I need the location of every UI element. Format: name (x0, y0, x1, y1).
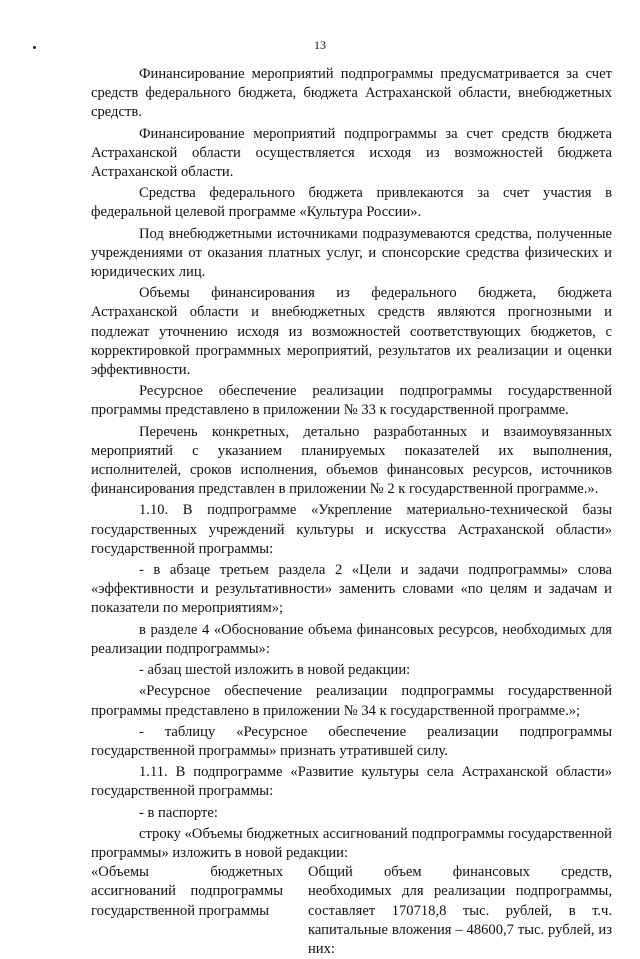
paragraph: строку «Объемы бюджетных ассигнований подпрограммы государственной программы» изложить в новой редакции: (91, 825, 612, 861)
paragraph: Средства федерального бюджета привлекаются за счет участия в федеральной целевой программе «Культура России». (91, 185, 612, 221)
paragraph: - в паспорте: (139, 804, 218, 821)
paragraph: 1.10. В подпрограмме «Укрепление материально-технической базы государственных учреждений культуры и искусства Астраханской области» государственной программы: (91, 502, 612, 557)
paragraph: 1.11. В подпрограмме «Развитие культуры села Астраханской области» государственной программы: (91, 764, 612, 800)
paragraph: - абзац шестой изложить в новой редакции: (139, 662, 411, 679)
paragraph: Под внебюджетными источниками подразумеваются средства, полученные учреждениями от оказания платных услуг, и спонсорские средства физических и юридических лиц. (91, 225, 612, 281)
paragraph: - таблицу «Ресурсное обеспечение реализации подпрограммы государственной программы» признать утратившей силу. (91, 723, 612, 759)
paragraph: Финансирование мероприятий подпрограммы предусматривается за счет средств федерального бюджета, бюджета Астраханской области, внебюджетных средств. (91, 66, 612, 121)
paragraph: - в абзаце третьем раздела 2 «Цели и задачи подпрограммы» слова «эффективности и результативности» заменить словами «по целям и задачам и показатели по мероприятиям»; (91, 562, 612, 617)
paragraph: Перечень конкретных, детально разработанных и взаимоувязанных мероприятий с указанием планируемых показателей их выполнения, исполнителей, сроков исполнения, объемов финансовых ресурсов, источников финансирования представлен в приложении № 2 к государственной программе.». (91, 423, 612, 498)
budget-allocation-row (91, 863, 612, 959)
page-number: 13 (314, 38, 326, 52)
paragraph: Объемы финансирования из федерального бюджета, бюджета Астраханской области и внебюджетных средств являются прогнозными и подлежат уточнению исходя из возможностей соответствующих бюджетов, с корректировкой программных мероприятий, результатов их реализации и оценки эффективности. (91, 285, 612, 379)
paragraph: в разделе 4 «Обоснование объема финансовых ресурсов, необходимых для реализации подпрограммы»: (91, 621, 612, 657)
row-value: Общий объем финансовых средств, необходимых для реализации подпрограммы, составляет 170718,8 тыс. рублей, в т.ч. капитальные вложения – 48600,7 тыс. рублей, из них: (308, 864, 612, 957)
document-body (91, 65, 612, 959)
paragraph: Ресурсное обеспечение реализации подпрограммы государственной программы представлено в приложении № 33 к государственной программе. (91, 383, 612, 419)
paragraph: «Ресурсное обеспечение реализации подпрограммы государственной программы представлено в приложении № 34 к государственной программе.»; (91, 683, 612, 719)
row-label: «Объемы бюджетных ассигнований подпрограммы государственной программы (91, 864, 283, 919)
paragraph: Финансирование мероприятий подпрограммы за счет средств бюджета Астраханской области осуществляется исходя из возможностей бюджета Астраханской области. (91, 125, 612, 181)
